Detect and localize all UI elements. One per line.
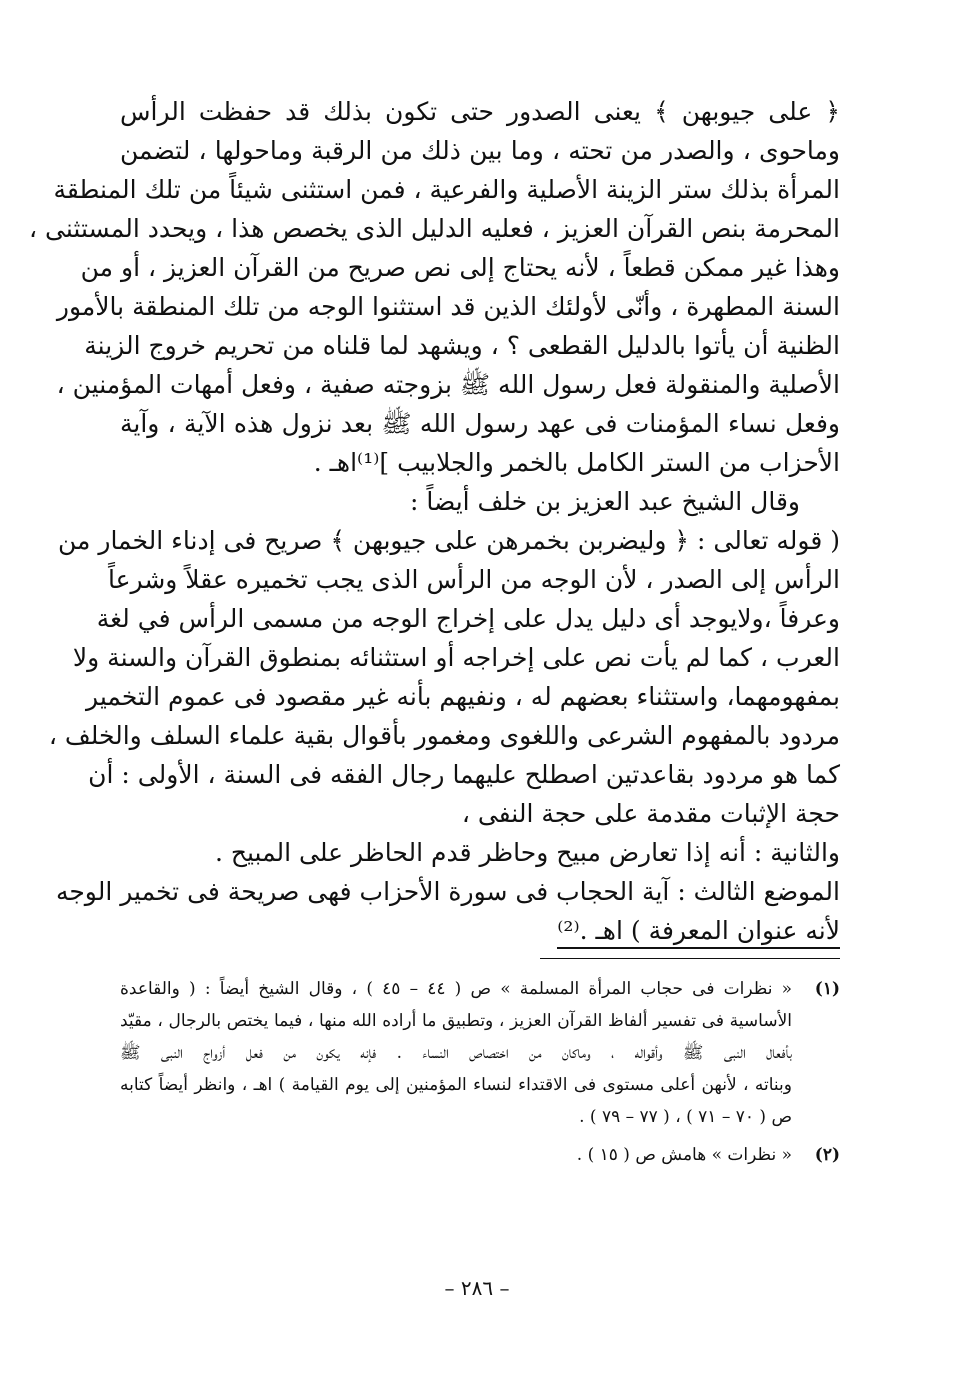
footnote-body <box>120 1139 792 1171</box>
text-line: مردود بالمفهوم الشرعى واللغوى ومغمور بأقوال بقية علماء السلف والخلف ، <box>48 721 840 750</box>
text-line: ﴿ على جيوبهن ﴾ يعنى الصدور حتى تكون بذلك قد حفظت الرأس <box>120 97 840 126</box>
text-line: كما هو مردود بقاعدتين اصطلح عليهما رجال الفقه فى السنة ، الأولى : أن <box>88 760 840 789</box>
footnote-line: الأساسية فى تفسير ألفاظ القرآن العزيز ، وتطبيق ما أراده الله منها ، فيما يختص بالرجال ، مقيّد <box>120 1011 792 1031</box>
text-line: حجة الإثبات مقدمة على حجة النفى ، <box>461 799 840 828</box>
footnote-line: بأفعال النبى ﷺ وأقواله ، وماكان من اختصاص النساء . فإنه يكون من فعل أزواج النبى ﷺ <box>120 1043 792 1063</box>
footnote-number: (١) <box>814 979 840 999</box>
footnote-line: ص ( ٧٠ – ٧١ ) ، ( ٧٧ – ٧٩ ) . <box>579 1107 792 1127</box>
text-line: المرأة بذلك ستر الزينة الأصلية والفرعية ، فمن استثنى شيئاً من تلك المنطقة <box>53 175 840 204</box>
text-line: الأحزاب من الستر الكامل بالخمر والجلابيب ]⁽¹⁾اهـ . <box>313 448 840 477</box>
text-line: العرب ، كما لم يأت نص على إخراجه أو استثنائه بمنطوق القرآن والسنة ولا <box>72 643 840 672</box>
text-line: وهذا غير ممكن قطعاً ، لأنه يحتاج إلى نص صريح من القرآن العزيز ، أو من <box>80 253 840 282</box>
text-line: ( قوله تعالى : ﴿ وليضربن بخمرهن على جيوبهن ﴾ صريح فى إدناء الخمار من <box>58 526 840 555</box>
text-line: وفعل نساء المؤمنات فى عهد رسول الله ﷺ بعد نزول هذه الآية ، وآية <box>120 409 840 438</box>
text-line: الظنية أن يأتوا بالدليل القطعى ؟ ، ويشهد لما قلناه من تحريم خروج الزينة <box>84 331 840 360</box>
footnote-line: وبناته ، لأنهن أعلى مستوى فى الاقتداء لنساء المؤمنين إلى يوم القيامة ) اهـ ، وانظر أيضاً كتابه <box>120 1075 792 1095</box>
footnote-body <box>120 973 792 1133</box>
text-line: والثانية : أنه إذا تعارض مبيح وحاظر قدم الحاظر على المبيح . <box>214 838 840 867</box>
text-line: المحرمة بنص القرآن العزيز ، فعليه الدليل الذى يخصص هذا ، ويحدد المستثنى ، <box>29 214 840 243</box>
text-line: الأصلية والمنقولة فعل رسول الله ﷺ بزوجته صفية ، وفعل أمهات المؤمنين ، <box>56 370 840 399</box>
text-line: السنة المطهرة ، وأنّى لأولئك الذين قد استثنوا الوجه من تلك المنطقة بالأمور <box>56 292 840 321</box>
footnotes <box>120 973 840 1171</box>
page-number: – ٢٨٦ – <box>444 1276 510 1300</box>
footnote-line: « نظرات فى حجاب المرأة المسلمة » ص ( ٤٤ – ٤٥ ) ، وقال الشيخ أيضاً : ( والقاعدة <box>120 979 792 999</box>
footnote-separator <box>540 958 840 959</box>
underlined-text: لأنه عنوان المعرفة ) اهـ .⁽²⁾ <box>557 916 840 949</box>
text-line <box>120 911 840 950</box>
main-text <box>29 92 840 950</box>
text-line: وماحوى ، والصدر من تحته ، وما بين ذلك من الرقبة وماحولها ، لتضمن <box>120 136 840 165</box>
footnote-number: (٢) <box>814 1145 840 1165</box>
footnote-2 <box>120 1139 840 1171</box>
text-line: الرأس إلى الصدر ، لأن الوجه من الرأس الذى يجب تخميره عقلاً وشرعاً <box>108 565 840 594</box>
page-content <box>29 92 840 1171</box>
text-line: وعرفاً ،ولايوجد أى دليل يدل على إخراج الوجه من مسمى الرأس في لغة <box>96 604 840 633</box>
text-line: وقال الشيخ عبد العزيز بن خلف أيضاً : <box>410 487 800 516</box>
text-line: الموضع الثالث : آية الحجاب فى سورة الأحزاب فهى صريحة فى تخمير الوجه <box>55 877 840 906</box>
text-line: بمفهومهما، واستثناء بعضهم له ، ونفيهم بأنه غير مقصود فى عموم التخمير <box>86 682 840 711</box>
footnote-1 <box>120 973 840 1133</box>
footnote-line: « نظرات » هامش ص ( ١٥ ) . <box>576 1145 792 1165</box>
